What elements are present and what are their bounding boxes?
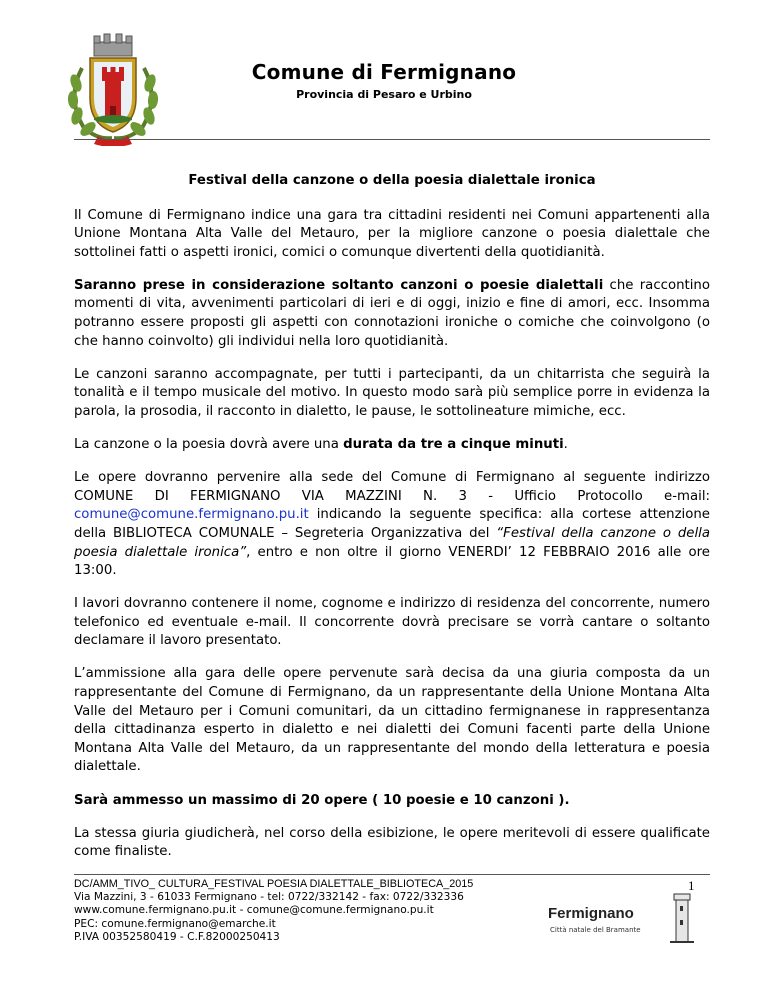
paragraph-duration xyxy=(74,436,710,455)
paragraph-intro: Il Comune di Fermignano indice una gara tra cittadini residenti nei Comuni appartenenti alla Unione Montana Alta Valle del Metauro, per la migliore canzone o poesia dialettale che sottolinei fatti o aspetti ironici, comici o comunque divertenti della quotidianità. xyxy=(74,207,710,260)
document-body xyxy=(74,172,710,876)
organization-name: Comune di Fermignano xyxy=(251,60,517,84)
footer xyxy=(74,878,473,944)
footer-address: Via Mazzini, 3 - 61033 Fermignano - tel: 0722/332142 - fax: 0722/332336 xyxy=(74,891,464,904)
logo-tagline: Città natale del Bramante xyxy=(550,926,641,934)
email-link[interactable]: comune@comune.fermignano.pu.it xyxy=(74,507,309,523)
paragraph-accompaniment: Le canzoni saranno accompagnate, per tutti i partecipanti, da un chitarrista che seguirà la tonalità e il tempo musicale del motivo. In questo modo sarà più semplice porre in evidenza la parola, la prosodia, il racconto in dialetto, le pause, le sottolineature mimiche, ecc. xyxy=(74,366,710,419)
footer-divider xyxy=(74,874,710,875)
footer-tax: P.IVA 00352580419 - C.F.82000250413 xyxy=(74,930,280,943)
paragraph-finalists: La stessa giuria giudicherà, nel corso della esibizione, le opere meritevoli di essere qualificate come finaliste. xyxy=(74,825,710,860)
logo-text: Fermignano xyxy=(548,905,634,922)
footer-web: www.comune.fermignano.pu.it - comune@comune.fermignano.pu.it xyxy=(74,904,434,917)
submission-post: , entro e non oltre il giorno VENERDI’ 12 FEBBRAIO 2016 alle ore 13:00. xyxy=(74,544,710,579)
document-title: Festival della canzone o della poesia dialettale ironica xyxy=(188,173,596,188)
coat-of-arms-icon xyxy=(62,28,164,146)
paragraph-limit xyxy=(74,792,710,811)
fermignano-logo xyxy=(548,905,668,945)
limit-emphasis: Sarà ammesso un massimo di 20 opere ( 10 poesie e 10 canzoni ). xyxy=(74,792,570,808)
submission-pre: Le opere dovranno pervenire alla sede del Comune di Fermignano al seguente indirizzo COMUNE DI FERMIGNANO VIA MAZZINI N. 3 - Ufficio Protocollo e-mail: xyxy=(74,470,710,504)
paragraph-criteria xyxy=(74,277,710,351)
province-name: Provincia di Pesaro e Urbino xyxy=(296,88,472,101)
festival-name: “Festival della canzone o della poesia dialettale ironica” xyxy=(74,525,710,560)
paragraph-submission xyxy=(74,469,710,581)
duration-post: . xyxy=(563,437,568,453)
tower-icon xyxy=(670,890,694,946)
document-reference: DC/AMM_TIVO_ CULTURA_FESTIVAL POESIA DIALETTALE_BIBLIOTECA_2015 xyxy=(74,878,474,890)
criteria-emphasis: Saranno prese in considerazione soltanto canzoni o poesie dialettali xyxy=(74,277,604,293)
paragraph-requirements: I lavori dovranno contenere il nome, cognome e indirizzo di residenza del concorrente, numero telefonico ed eventuale e-mail. Il concorrente dovrà precisare se vorrà cantare o soltanto declamare il lavoro presentato. xyxy=(74,596,710,649)
criteria-text: che raccontino momenti di vita, avvenimenti particolari di ieri e di oggi, inizio e fine di amori, ecc. Insomma potranno essere proposti gli aspetti con connotazioni ironiche o comiche che coinvolgono (o che hanno coinvolto) gli individui nella loro quotidianità. xyxy=(74,277,710,349)
duration-pre: La canzone o la poesia dovrà avere una xyxy=(74,437,344,453)
page-number: 1 xyxy=(688,878,695,893)
header-divider xyxy=(74,139,710,140)
duration-emphasis: durata da tre a cinque minuti xyxy=(343,437,564,453)
submission-mid: indicando la seguente specifica: alla cortese attenzione della BIBLIOTECA COMUNALE – Segreteria Organizzativa del xyxy=(74,507,710,541)
paragraph-jury: L’ammissione alla gara delle opere pervenute sarà decisa da una giuria composta da un rappresentante del Comune di Fermignano, da un rappresentante della Unione Montana Alta Valle del Metauro per i Comuni comunitari, da un cittadino fermignanese in rappresentanza della cittadinanza esperto in dialetto e nei dialetti dei Comuni facenti parte della Unione Montana Alta Valle del Metauro, da un rappresentante del mondo della letteratura e poesia dialettale. xyxy=(74,666,710,775)
footer-pec: PEC: comune.fermignano@emarche.it xyxy=(74,917,276,930)
